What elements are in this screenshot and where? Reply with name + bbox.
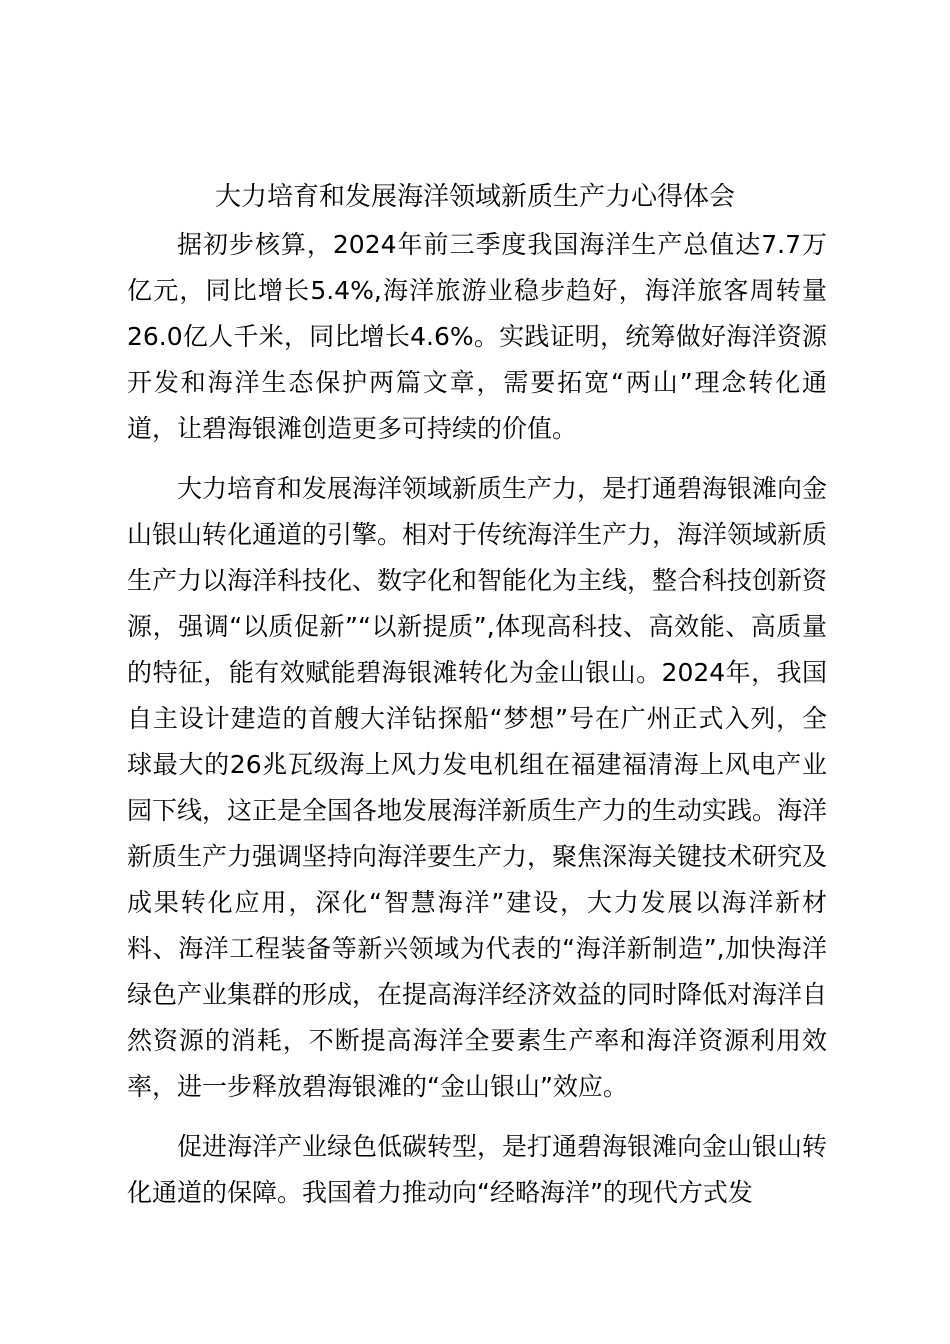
paragraph-3: 促进海洋产业绿色低碳转型，是打通碧海银滩向金山银山转化通道的保障。我国着力推动向“经略海洋”的现代方式发 bbox=[127, 1132, 828, 1207]
document-body bbox=[127, 222, 827, 1216]
paragraph-1: 据初步核算，2024年前三季度我国海洋生产总值达7.7万亿元，同比增长5.4%,海洋旅游业稳步趋好，海洋旅客周转量26.0亿人千米，同比增长4.6%。实践证明，统筹做好海洋资源开发和海洋生态保护两篇文章，需要拓宽“两山”理念转化通道，让碧海银滩创造更多可持续的价值。 bbox=[127, 230, 827, 443]
document-title: 大力培育和发展海洋领域新质生产力心得体会 bbox=[214, 182, 735, 212]
paragraph-2: 大力培育和发展海洋领域新质生产力，是打通碧海银滩向金山银山转化通道的引擎。相对于传统海洋生产力，海洋领域新质生产力以海洋科技化、数字化和智能化为主线，整合科技创新资源，强调“以质促新”“以新提质”,体现高科技、高效能、高质量的特征，能有效赋能碧海银滩转化为金山银山。2024年，我国自主设计建造的首艘大洋钻探船“梦想”号在广州正式入列，全球最大的26兆瓦级海上风力发电机组在福建福清海上风电产业园下线，这正是全国各地发展海洋新质生产力的生动实践。海洋新质生产力强调坚持向海洋要生产力，聚焦深海关键技术研究及成果转化应用，深化“智慧海洋”建设，大力发展以海洋新材料、海洋工程装备等新兴领域为代表的“海洋新制造”,加快海洋绿色产业集群的形成，在提高海洋经济效益的同时降低对海洋自然资源的消耗，不断提高海洋全要素生产率和海洋资源利用效率，进一步释放碧海银滩的“金山银山”效应。 bbox=[127, 474, 828, 1101]
